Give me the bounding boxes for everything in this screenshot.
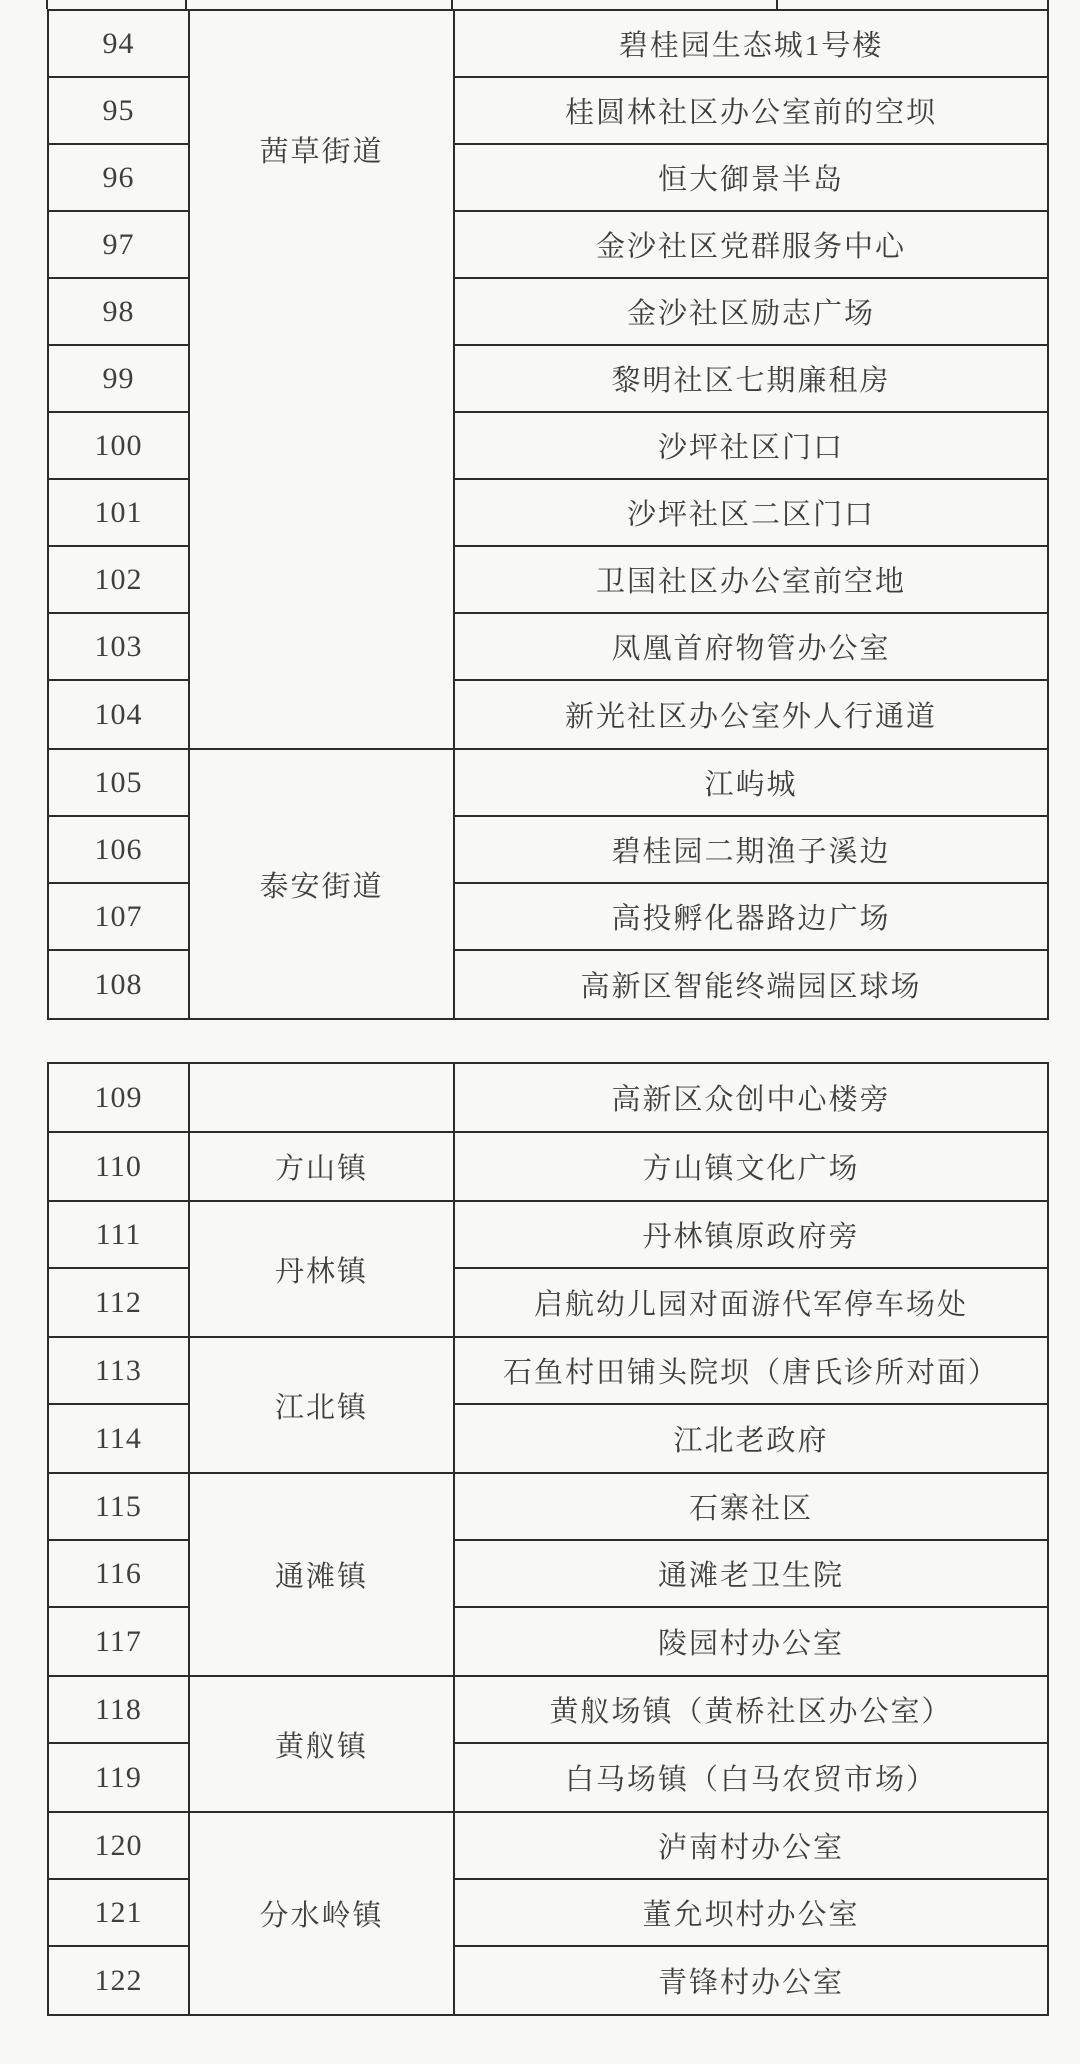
street-name-label: 丹林镇	[274, 1255, 368, 1288]
site-name-cell	[455, 1405, 1047, 1472]
site-name: 碧桂园生态城1号楼	[618, 30, 884, 62]
row-number-cell	[49, 480, 188, 547]
site-name-column	[455, 1677, 1047, 1811]
site-name: 卫国社区办公室前空地	[595, 566, 906, 598]
partial-row-grid-line	[46, 0, 48, 9]
row-number-cell	[49, 1202, 188, 1269]
row-number: 116	[95, 1556, 142, 1590]
row-number-cell	[49, 1405, 188, 1472]
site-name-cell	[455, 1813, 1047, 1880]
site-name-column	[455, 1133, 1047, 1200]
row-number: 113	[95, 1353, 142, 1387]
row-number-cell	[49, 1338, 188, 1405]
site-name-cell	[455, 78, 1047, 145]
site-name-cell	[455, 1133, 1047, 1200]
site-name: 恒大御景半岛	[657, 164, 844, 196]
site-name-cell	[455, 1338, 1047, 1405]
row-number-cell	[49, 1744, 188, 1811]
row-number-column	[49, 1202, 188, 1336]
row-number: 95	[102, 93, 135, 127]
partial-row-grid-line	[185, 0, 187, 9]
site-name-cell	[455, 1541, 1047, 1608]
site-name-cell	[455, 547, 1047, 614]
street-name-cell	[188, 1202, 455, 1336]
street-name-cell	[188, 1677, 455, 1811]
row-number-cell	[49, 1133, 188, 1200]
sampling-sites-table-upper	[47, 9, 1049, 1020]
row-number-cell	[49, 547, 188, 614]
site-name: 碧桂园二期渔子溪边	[611, 836, 891, 868]
site-name: 高新区智能终端园区球场	[580, 971, 922, 1003]
site-name-cell	[455, 1474, 1047, 1541]
partial-row-grid-line	[776, 0, 778, 9]
site-name: 江北老政府	[673, 1425, 829, 1457]
row-number-cell	[49, 1813, 188, 1880]
row-number-cell	[49, 1474, 188, 1541]
row-number-cell	[49, 1608, 188, 1675]
row-number-cell	[49, 1064, 188, 1131]
site-name-cell	[455, 1608, 1047, 1675]
row-number-cell	[49, 1947, 188, 2014]
row-number: 103	[94, 629, 143, 663]
site-name-column	[455, 1064, 1047, 1131]
site-name-cell	[455, 212, 1047, 279]
row-number-column	[49, 1813, 188, 2014]
row-number: 109	[94, 1080, 143, 1114]
row-number-column	[49, 1133, 188, 1200]
row-number-cell	[49, 1880, 188, 1947]
street-name-label: 泰安街道	[259, 870, 384, 903]
site-name-column	[455, 11, 1047, 748]
row-number: 104	[94, 697, 143, 731]
row-number: 119	[95, 1760, 142, 1794]
sampling-sites-table-lower	[47, 1062, 1049, 2016]
row-number-column	[49, 11, 188, 748]
site-name-cell	[455, 1744, 1047, 1811]
row-number-cell	[49, 681, 188, 748]
partial-row-grid-line	[1047, 0, 1049, 9]
site-name: 沙坪社区二区门口	[626, 499, 875, 531]
row-number: 121	[94, 1895, 143, 1929]
row-number-cell	[49, 413, 188, 480]
site-name: 黎明社区七期廉租房	[611, 365, 891, 397]
row-number-cell	[49, 78, 188, 145]
site-name: 沙坪社区门口	[657, 432, 844, 464]
site-name-cell	[455, 1880, 1047, 1947]
row-number: 117	[95, 1624, 142, 1658]
street-name-label: 分水岭镇	[259, 1900, 384, 1932]
site-name: 新光社区办公室外人行通道	[564, 701, 937, 733]
street-name-cell-empty	[188, 1064, 455, 1131]
row-number-column	[49, 1338, 188, 1472]
street-group	[49, 748, 1047, 1018]
site-name-column	[455, 1813, 1047, 2014]
row-number: 107	[94, 899, 143, 933]
street-group	[49, 1131, 1047, 1200]
row-number: 110	[95, 1149, 142, 1183]
site-name: 黄舣场镇（黄桥社区办公室）	[549, 1696, 953, 1728]
row-number-cell	[49, 279, 188, 346]
site-name-cell	[455, 951, 1047, 1018]
site-name: 江屿城	[704, 769, 798, 801]
partial-row-grid-line	[451, 0, 453, 9]
row-number-cell	[49, 1541, 188, 1608]
site-name: 桂圆林社区办公室前的空坝	[564, 97, 937, 129]
site-name-cell	[455, 750, 1047, 817]
street-name-label: 江北镇	[274, 1391, 368, 1424]
row-number-cell	[49, 1677, 188, 1744]
site-name: 泸南村办公室	[657, 1832, 844, 1864]
site-name-cell	[455, 1202, 1047, 1269]
site-name: 方山镇文化广场	[642, 1153, 860, 1185]
row-number: 98	[102, 294, 135, 328]
site-name: 金沙社区励志广场	[626, 298, 875, 330]
row-number: 118	[95, 1692, 142, 1726]
street-name-cell	[188, 1338, 455, 1472]
row-number: 102	[94, 562, 143, 596]
street-group	[49, 1811, 1047, 2014]
row-number: 96	[102, 160, 135, 194]
row-number: 99	[102, 361, 135, 395]
street-group	[49, 1472, 1047, 1675]
site-name-cell	[455, 1947, 1047, 2014]
site-name-cell	[455, 346, 1047, 413]
site-name: 金沙社区党群服务中心	[595, 231, 906, 263]
row-number-cell	[49, 817, 188, 884]
site-name-column	[455, 1338, 1047, 1472]
site-name-cell	[455, 11, 1047, 78]
site-name-cell	[455, 817, 1047, 884]
row-number: 115	[95, 1489, 142, 1523]
street-group	[49, 11, 1047, 748]
site-name-cell	[455, 1269, 1047, 1336]
site-name-cell	[455, 1677, 1047, 1744]
site-name: 高新区众创中心楼旁	[611, 1084, 891, 1116]
row-number: 122	[94, 1963, 143, 1997]
street-group	[49, 1200, 1047, 1336]
street-group	[49, 1336, 1047, 1472]
street-name-cell	[188, 1133, 455, 1200]
row-number-cell	[49, 11, 188, 78]
site-name: 启航幼儿园对面游代军停车场处	[533, 1289, 968, 1321]
site-name: 石鱼村田铺头院坝（唐氏诊所对面）	[502, 1357, 999, 1389]
site-name-cell	[455, 681, 1047, 748]
site-name: 青锋村办公室	[657, 1967, 844, 1999]
row-number: 111	[95, 1217, 142, 1251]
site-name-column	[455, 1474, 1047, 1675]
row-number-column	[49, 1474, 188, 1675]
street-name-cell	[188, 11, 455, 748]
street-name-label: 茜草街道	[259, 136, 384, 168]
site-name: 高投孵化器路边广场	[611, 903, 891, 935]
row-number: 106	[94, 832, 143, 866]
row-number-cell	[49, 614, 188, 681]
row-number-cell	[49, 884, 188, 951]
row-number-column	[49, 1064, 188, 1131]
row-number: 97	[102, 227, 135, 261]
site-name-cell	[455, 614, 1047, 681]
site-name-cell	[455, 279, 1047, 346]
site-name-cell	[455, 145, 1047, 212]
row-number: 101	[94, 495, 143, 529]
site-name: 通滩老卫生院	[657, 1560, 844, 1592]
site-name-column	[455, 750, 1047, 1018]
site-name: 石寨社区	[688, 1493, 813, 1525]
site-name-cell	[455, 884, 1047, 951]
site-name: 董允坝村办公室	[642, 1899, 860, 1931]
row-number: 120	[94, 1828, 143, 1862]
site-name-column	[455, 1202, 1047, 1336]
row-number: 100	[94, 428, 143, 462]
site-name-cell	[455, 480, 1047, 547]
row-number: 105	[94, 765, 143, 799]
row-number: 94	[102, 26, 135, 60]
row-number-column	[49, 1677, 188, 1811]
street-name-cell	[188, 1474, 455, 1675]
row-number-cell	[49, 1269, 188, 1336]
street-name-cell	[188, 1813, 455, 2014]
row-number: 112	[95, 1285, 142, 1319]
street-name-cell	[188, 750, 455, 1018]
site-name: 丹林镇原政府旁	[642, 1221, 860, 1253]
site-name-cell	[455, 413, 1047, 480]
site-name: 陵园村办公室	[657, 1628, 844, 1660]
row-number-cell	[49, 750, 188, 817]
street-group	[49, 1675, 1047, 1811]
row-number-cell	[49, 951, 188, 1018]
row-number-cell	[49, 212, 188, 279]
row-number-cell	[49, 346, 188, 413]
site-name: 凤凰首府物管办公室	[611, 633, 891, 665]
row-number-column	[49, 750, 188, 1018]
street-group	[49, 1064, 1047, 1131]
street-name-label: 通滩镇	[274, 1561, 368, 1593]
row-number-cell	[49, 145, 188, 212]
street-name-label: 方山镇	[274, 1153, 368, 1185]
row-number: 114	[95, 1421, 142, 1455]
street-name-label: 黄舣镇	[274, 1730, 368, 1763]
site-name-cell	[455, 1064, 1047, 1131]
row-number: 108	[94, 967, 143, 1001]
site-name: 白马场镇（白马农贸市场）	[564, 1764, 937, 1796]
